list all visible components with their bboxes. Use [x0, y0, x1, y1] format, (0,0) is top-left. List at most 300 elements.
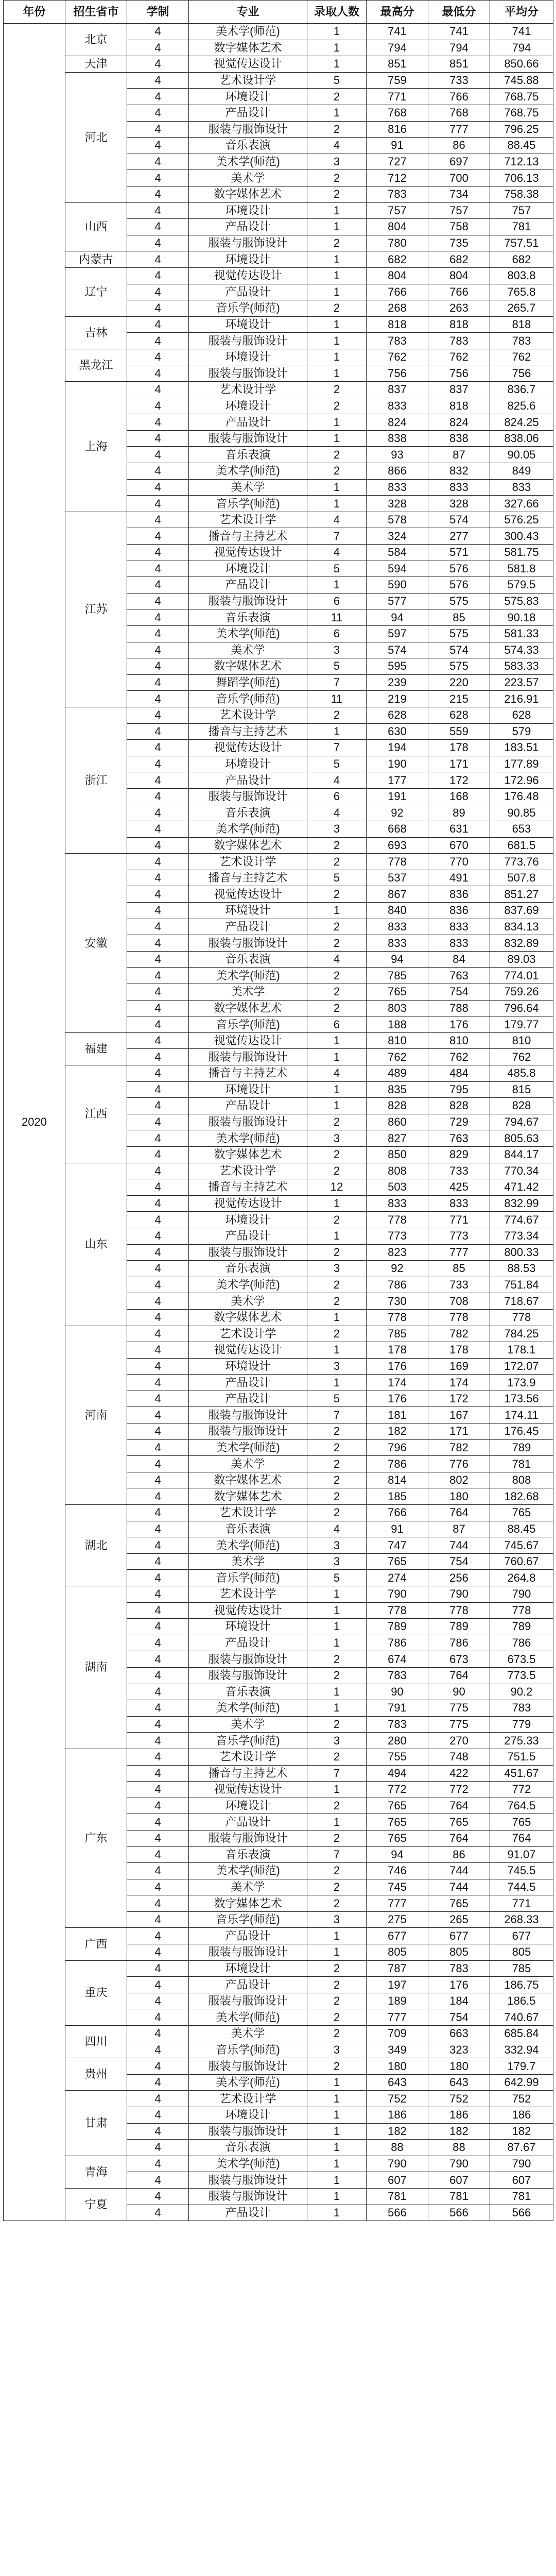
- max-score-cell: 765: [367, 1553, 428, 1570]
- max-score-cell: 851: [367, 56, 428, 73]
- duration-cell: 4: [127, 577, 189, 594]
- header-max-score: 最高分: [367, 1, 428, 24]
- max-score-cell: 274: [367, 1570, 428, 1586]
- major-cell: 美术学: [189, 1716, 307, 1733]
- enrolled-cell: 4: [307, 545, 367, 561]
- max-score-cell: 781: [367, 2188, 428, 2205]
- table-row: [4, 1326, 553, 1342]
- max-score-cell: 833: [367, 479, 428, 496]
- enrolled-cell: 2: [307, 1863, 367, 1879]
- enrolled-cell: 1: [307, 365, 367, 382]
- major-cell: 环境设计: [189, 316, 307, 333]
- min-score-cell: 575: [428, 593, 490, 609]
- min-score-cell: 168: [428, 788, 490, 805]
- max-score-cell: 682: [367, 251, 428, 268]
- enrolled-cell: 2: [307, 398, 367, 414]
- major-cell: 环境设计: [189, 1798, 307, 1814]
- avg-score-cell: 772: [490, 1782, 553, 1798]
- max-score-cell: 178: [367, 1342, 428, 1359]
- max-score-cell: 827: [367, 1130, 428, 1147]
- min-score-cell: 824: [428, 414, 490, 431]
- enrolled-cell: 2: [307, 235, 367, 251]
- enrolled-cell: 1: [307, 1309, 367, 1326]
- province-cell: 河北: [65, 72, 127, 202]
- duration-cell: 4: [127, 284, 189, 300]
- avg-score-cell: 796.64: [490, 1000, 553, 1016]
- duration-cell: 4: [127, 2026, 189, 2042]
- major-cell: 艺术设计学: [189, 1163, 307, 1179]
- max-score-cell: 786: [367, 1277, 428, 1293]
- enrolled-cell: 1: [307, 1635, 367, 1651]
- duration-cell: 4: [127, 1798, 189, 1814]
- avg-score-cell: 768.75: [490, 105, 553, 121]
- min-score-cell: 277: [428, 528, 490, 545]
- avg-score-cell: 771: [490, 1895, 553, 1912]
- major-cell: 舞蹈学(师范): [189, 674, 307, 691]
- duration-cell: 4: [127, 1439, 189, 1456]
- duration-cell: 4: [127, 40, 189, 56]
- duration-cell: 4: [127, 1863, 189, 1879]
- min-score-cell: 184: [428, 1993, 490, 2009]
- duration-cell: 4: [127, 528, 189, 545]
- avg-score-cell: 790: [490, 1586, 553, 1603]
- enrolled-cell: 7: [307, 740, 367, 756]
- major-cell: 美术学: [189, 1456, 307, 1472]
- enrolled-cell: 2: [307, 2058, 367, 2075]
- enrolled-cell: 2: [307, 382, 367, 398]
- enrolled-cell: 1: [307, 219, 367, 235]
- min-score-cell: 783: [428, 1960, 490, 1977]
- max-score-cell: 324: [367, 528, 428, 545]
- duration-cell: 4: [127, 316, 189, 333]
- avg-score-cell: 90.2: [490, 1684, 553, 1700]
- major-cell: 产品设计: [189, 1635, 307, 1651]
- duration-cell: 4: [127, 609, 189, 626]
- duration-cell: 4: [127, 984, 189, 1001]
- enrolled-cell: 2: [307, 1293, 367, 1310]
- duration-cell: 4: [127, 1911, 189, 1928]
- enrolled-cell: 6: [307, 788, 367, 805]
- duration-cell: 4: [127, 72, 189, 89]
- avg-score-cell: 682: [490, 251, 553, 268]
- enrolled-cell: 2: [307, 1212, 367, 1228]
- enrolled-cell: 1: [307, 1032, 367, 1049]
- enrolled-cell: 2: [307, 170, 367, 187]
- enrolled-cell: 1: [307, 1195, 367, 1212]
- major-cell: 美术学(师范): [189, 1537, 307, 1554]
- min-score-cell: 744: [428, 1537, 490, 1554]
- table-row: [4, 2026, 553, 2042]
- enrolled-cell: 2: [307, 1472, 367, 1488]
- province-cell: 甘肃: [65, 2091, 127, 2156]
- avg-score-cell: 268.33: [490, 1911, 553, 1928]
- min-score-cell: 765: [428, 1814, 490, 1831]
- avg-score-cell: 778: [490, 1309, 553, 1326]
- enrolled-cell: 6: [307, 593, 367, 609]
- table-row: [4, 24, 553, 40]
- min-score-cell: 832: [428, 463, 490, 480]
- avg-score-cell: 223.57: [490, 674, 553, 691]
- avg-score-cell: 756: [490, 365, 553, 382]
- min-score-cell: 804: [428, 267, 490, 284]
- enrolled-cell: 2: [307, 1277, 367, 1293]
- max-score-cell: 783: [367, 333, 428, 349]
- table-row: [4, 854, 553, 870]
- min-score-cell: 763: [428, 1130, 490, 1147]
- max-score-cell: 810: [367, 1032, 428, 1049]
- duration-cell: 4: [127, 2172, 189, 2189]
- avg-score-cell: 745.67: [490, 1537, 553, 1554]
- enrolled-cell: 3: [307, 1130, 367, 1147]
- enrolled-cell: 1: [307, 1700, 367, 1717]
- max-score-cell: 668: [367, 821, 428, 838]
- major-cell: 美术学(师范): [189, 1277, 307, 1293]
- duration-cell: 4: [127, 1293, 189, 1310]
- max-score-cell: 709: [367, 2026, 428, 2042]
- max-score-cell: 778: [367, 1309, 428, 1326]
- duration-cell: 4: [127, 1716, 189, 1733]
- major-cell: 数字媒体艺术: [189, 1309, 307, 1326]
- province-cell: 辽宁: [65, 267, 127, 316]
- major-cell: 数字媒体艺术: [189, 1000, 307, 1016]
- avg-score-cell: 825.6: [490, 398, 553, 414]
- duration-cell: 4: [127, 219, 189, 235]
- enrolled-cell: 2: [307, 1244, 367, 1261]
- max-score-cell: 190: [367, 756, 428, 772]
- min-score-cell: 776: [428, 1456, 490, 1472]
- max-score-cell: 494: [367, 1765, 428, 1782]
- max-score-cell: 537: [367, 870, 428, 886]
- min-score-cell: 752: [428, 2091, 490, 2107]
- avg-score-cell: 182.68: [490, 1488, 553, 1505]
- min-score-cell: 775: [428, 1700, 490, 1717]
- major-cell: 数字媒体艺术: [189, 837, 307, 854]
- min-score-cell: 571: [428, 545, 490, 561]
- duration-cell: 4: [127, 1032, 189, 1049]
- min-score-cell: 757: [428, 202, 490, 219]
- major-cell: 视觉传达设计: [189, 56, 307, 73]
- min-score-cell: 733: [428, 1277, 490, 1293]
- min-score-cell: 836: [428, 903, 490, 919]
- table-row: [4, 2156, 553, 2172]
- duration-cell: 4: [127, 1602, 189, 1619]
- enrolled-cell: 1: [307, 2172, 367, 2189]
- enrolled-cell: 3: [307, 1261, 367, 1277]
- avg-score-cell: 757: [490, 202, 553, 219]
- avg-score-cell: 91.07: [490, 1846, 553, 1863]
- avg-score-cell: 785: [490, 1960, 553, 1977]
- avg-score-cell: 762: [490, 349, 553, 365]
- major-cell: 视觉传达设计: [189, 1195, 307, 1212]
- duration-cell: 4: [127, 1521, 189, 1537]
- enrolled-cell: 2: [307, 1798, 367, 1814]
- avg-score-cell: 832.99: [490, 1195, 553, 1212]
- min-score-cell: 754: [428, 984, 490, 1001]
- avg-score-cell: 744.5: [490, 1879, 553, 1895]
- table-row: [4, 1065, 553, 1082]
- enrolled-cell: 2: [307, 1456, 367, 1472]
- max-score-cell: 92: [367, 1261, 428, 1277]
- major-cell: 服装与服饰设计: [189, 121, 307, 138]
- major-cell: 环境设计: [189, 1212, 307, 1228]
- avg-score-cell: 745.5: [490, 1863, 553, 1879]
- duration-cell: 4: [127, 267, 189, 284]
- min-score-cell: 643: [428, 2074, 490, 2091]
- avg-score-cell: 507.8: [490, 870, 553, 886]
- duration-cell: 4: [127, 2123, 189, 2140]
- avg-score-cell: 770.34: [490, 1163, 553, 1179]
- min-score-cell: 786: [428, 1635, 490, 1651]
- max-score-cell: 194: [367, 740, 428, 756]
- enrolled-cell: 12: [307, 1179, 367, 1196]
- enrolled-cell: 1: [307, 430, 367, 447]
- max-score-cell: 790: [367, 1586, 428, 1603]
- enrolled-cell: 4: [307, 951, 367, 968]
- enrolled-cell: 2: [307, 1895, 367, 1912]
- min-score-cell: 425: [428, 1179, 490, 1196]
- enrolled-cell: 1: [307, 1049, 367, 1065]
- max-score-cell: 566: [367, 2205, 428, 2221]
- enrolled-cell: 1: [307, 105, 367, 121]
- duration-cell: 4: [127, 1765, 189, 1782]
- min-score-cell: 778: [428, 1602, 490, 1619]
- avg-score-cell: 818: [490, 316, 553, 333]
- avg-score-cell: 182: [490, 2123, 553, 2140]
- max-score-cell: 755: [367, 1749, 428, 1765]
- duration-cell: 4: [127, 658, 189, 675]
- major-cell: 环境设计: [189, 202, 307, 219]
- avg-score-cell: 718.67: [490, 1293, 553, 1310]
- avg-score-cell: 176.48: [490, 788, 553, 805]
- major-cell: 产品设计: [189, 2205, 307, 2221]
- table-row: [4, 707, 553, 723]
- avg-score-cell: 778: [490, 1602, 553, 1619]
- min-score-cell: 766: [428, 89, 490, 105]
- min-score-cell: 735: [428, 235, 490, 251]
- duration-cell: 4: [127, 2074, 189, 2091]
- major-cell: 音乐表演: [189, 609, 307, 626]
- duration-cell: 4: [127, 1358, 189, 1375]
- avg-score-cell: 765: [490, 1505, 553, 1521]
- major-cell: 视觉传达设计: [189, 1032, 307, 1049]
- major-cell: 产品设计: [189, 919, 307, 935]
- duration-cell: 4: [127, 545, 189, 561]
- avg-score-cell: 327.66: [490, 496, 553, 512]
- table-row: [4, 512, 553, 528]
- duration-cell: 4: [127, 2058, 189, 2075]
- avg-score-cell: 677: [490, 1928, 553, 1944]
- enrolled-cell: 1: [307, 496, 367, 512]
- province-cell: 浙江: [65, 707, 127, 853]
- avg-score-cell: 275.33: [490, 1733, 553, 1749]
- enrolled-cell: 2: [307, 1749, 367, 1765]
- major-cell: 音乐学(师范): [189, 1733, 307, 1749]
- enrolled-cell: 2: [307, 935, 367, 952]
- enrolled-cell: 2: [307, 1977, 367, 1993]
- enrolled-cell: 1: [307, 1375, 367, 1391]
- major-cell: 音乐学(师范): [189, 1911, 307, 1928]
- major-cell: 视觉传达设计: [189, 740, 307, 756]
- duration-cell: 4: [127, 919, 189, 935]
- enrolled-cell: 2: [307, 1879, 367, 1895]
- enrolled-cell: 4: [307, 138, 367, 154]
- admission-score-table: [3, 0, 553, 2221]
- max-score-cell: 757: [367, 202, 428, 219]
- enrolled-cell: 2: [307, 1960, 367, 1977]
- duration-cell: 4: [127, 365, 189, 382]
- avg-score-cell: 758.38: [490, 186, 553, 202]
- avg-score-cell: 178.1: [490, 1342, 553, 1359]
- avg-score-cell: 800.33: [490, 1244, 553, 1261]
- duration-cell: 4: [127, 1814, 189, 1831]
- avg-score-cell: 87.67: [490, 2140, 553, 2156]
- max-score-cell: 866: [367, 463, 428, 480]
- duration-cell: 4: [127, 1553, 189, 1570]
- avg-score-cell: 796.25: [490, 121, 553, 138]
- enrolled-cell: 2: [307, 186, 367, 202]
- avg-score-cell: 781: [490, 219, 553, 235]
- max-score-cell: 594: [367, 561, 428, 577]
- duration-cell: 4: [127, 837, 189, 854]
- min-score-cell: 756: [428, 365, 490, 382]
- max-score-cell: 189: [367, 1993, 428, 2009]
- enrolled-cell: 5: [307, 1570, 367, 1586]
- table-row: [4, 251, 553, 268]
- min-score-cell: 220: [428, 674, 490, 691]
- min-score-cell: 748: [428, 1749, 490, 1765]
- duration-cell: 4: [127, 202, 189, 219]
- major-cell: 音乐学(师范): [189, 2042, 307, 2058]
- max-score-cell: 93: [367, 447, 428, 463]
- province-cell: 贵州: [65, 2058, 127, 2091]
- enrolled-cell: 5: [307, 1391, 367, 1407]
- max-score-cell: 607: [367, 2172, 428, 2189]
- major-cell: 产品设计: [189, 577, 307, 594]
- min-score-cell: 833: [428, 479, 490, 496]
- duration-cell: 4: [127, 1684, 189, 1700]
- duration-cell: 4: [127, 1016, 189, 1033]
- min-score-cell: 818: [428, 398, 490, 414]
- max-score-cell: 584: [367, 545, 428, 561]
- enrolled-cell: 5: [307, 72, 367, 89]
- avg-score-cell: 815: [490, 1081, 553, 1098]
- min-score-cell: 682: [428, 251, 490, 268]
- enrolled-cell: 4: [307, 1065, 367, 1082]
- duration-cell: 4: [127, 1407, 189, 1423]
- avg-score-cell: 828: [490, 1098, 553, 1114]
- min-score-cell: 733: [428, 72, 490, 89]
- major-cell: 产品设计: [189, 1977, 307, 1993]
- min-score-cell: 265: [428, 1911, 490, 1928]
- enrolled-cell: 5: [307, 756, 367, 772]
- min-score-cell: 491: [428, 870, 490, 886]
- min-score-cell: 566: [428, 2205, 490, 2221]
- avg-score-cell: 90.05: [490, 447, 553, 463]
- major-cell: 环境设计: [189, 1619, 307, 1635]
- enrolled-cell: 1: [307, 316, 367, 333]
- duration-cell: 4: [127, 398, 189, 414]
- major-cell: 视觉传达设计: [189, 1782, 307, 1798]
- enrolled-cell: 4: [307, 512, 367, 528]
- min-score-cell: 178: [428, 1342, 490, 1359]
- max-score-cell: 91: [367, 1521, 428, 1537]
- enrolled-cell: 1: [307, 723, 367, 740]
- min-score-cell: 763: [428, 968, 490, 984]
- header-year: 年份: [4, 1, 65, 24]
- major-cell: 服装与服饰设计: [189, 1244, 307, 1261]
- major-cell: 视觉传达设计: [189, 886, 307, 903]
- major-cell: 美术学(师范): [189, 24, 307, 40]
- avg-score-cell: 581.33: [490, 625, 553, 642]
- enrolled-cell: 2: [307, 463, 367, 480]
- max-score-cell: 860: [367, 1114, 428, 1130]
- province-cell: 安徽: [65, 854, 127, 1033]
- max-score-cell: 268: [367, 300, 428, 317]
- max-score-cell: 628: [367, 707, 428, 723]
- max-score-cell: 785: [367, 968, 428, 984]
- max-score-cell: 765: [367, 1798, 428, 1814]
- duration-cell: 4: [127, 951, 189, 968]
- avg-score-cell: 607: [490, 2172, 553, 2189]
- duration-cell: 4: [127, 1505, 189, 1521]
- max-score-cell: 766: [367, 284, 428, 300]
- avg-score-cell: 779: [490, 1716, 553, 1733]
- avg-score-cell: 216.91: [490, 691, 553, 707]
- province-cell: 湖北: [65, 1505, 127, 1586]
- duration-cell: 4: [127, 430, 189, 447]
- min-score-cell: 171: [428, 1423, 490, 1440]
- major-cell: 音乐表演: [189, 1521, 307, 1537]
- enrolled-cell: 1: [307, 2140, 367, 2156]
- major-cell: 音乐表演: [189, 138, 307, 154]
- enrolled-cell: 2: [307, 300, 367, 317]
- avg-score-cell: 575.83: [490, 593, 553, 609]
- min-score-cell: 758: [428, 219, 490, 235]
- avg-score-cell: 173.9: [490, 1375, 553, 1391]
- major-cell: 环境设计: [189, 903, 307, 919]
- enrolled-cell: 1: [307, 24, 367, 40]
- major-cell: 艺术设计学: [189, 2091, 307, 2107]
- duration-cell: 4: [127, 1244, 189, 1261]
- avg-score-cell: 760.67: [490, 1553, 553, 1570]
- avg-score-cell: 566: [490, 2205, 553, 2221]
- max-score-cell: 783: [367, 1716, 428, 1733]
- table-row: [4, 1163, 553, 1179]
- max-score-cell: 835: [367, 1081, 428, 1098]
- duration-cell: 4: [127, 1960, 189, 1977]
- table-row: [4, 56, 553, 73]
- major-cell: 环境设计: [189, 89, 307, 105]
- avg-score-cell: 740.67: [490, 2009, 553, 2026]
- enrolled-cell: 3: [307, 1537, 367, 1554]
- avg-score-cell: 784.25: [490, 1326, 553, 1342]
- avg-score-cell: 172.96: [490, 772, 553, 789]
- min-score-cell: 484: [428, 1065, 490, 1082]
- table-row: [4, 2091, 553, 2107]
- min-score-cell: 772: [428, 1782, 490, 1798]
- avg-score-cell: 186.5: [490, 1993, 553, 2009]
- duration-cell: 4: [127, 1619, 189, 1635]
- min-score-cell: 574: [428, 512, 490, 528]
- max-score-cell: 693: [367, 837, 428, 854]
- duration-cell: 4: [127, 89, 189, 105]
- duration-cell: 4: [127, 24, 189, 40]
- province-cell: 内蒙古: [65, 251, 127, 268]
- avg-score-cell: 485.8: [490, 1065, 553, 1082]
- enrolled-cell: 2: [307, 447, 367, 463]
- avg-score-cell: 786: [490, 1635, 553, 1651]
- major-cell: 数字媒体艺术: [189, 1146, 307, 1163]
